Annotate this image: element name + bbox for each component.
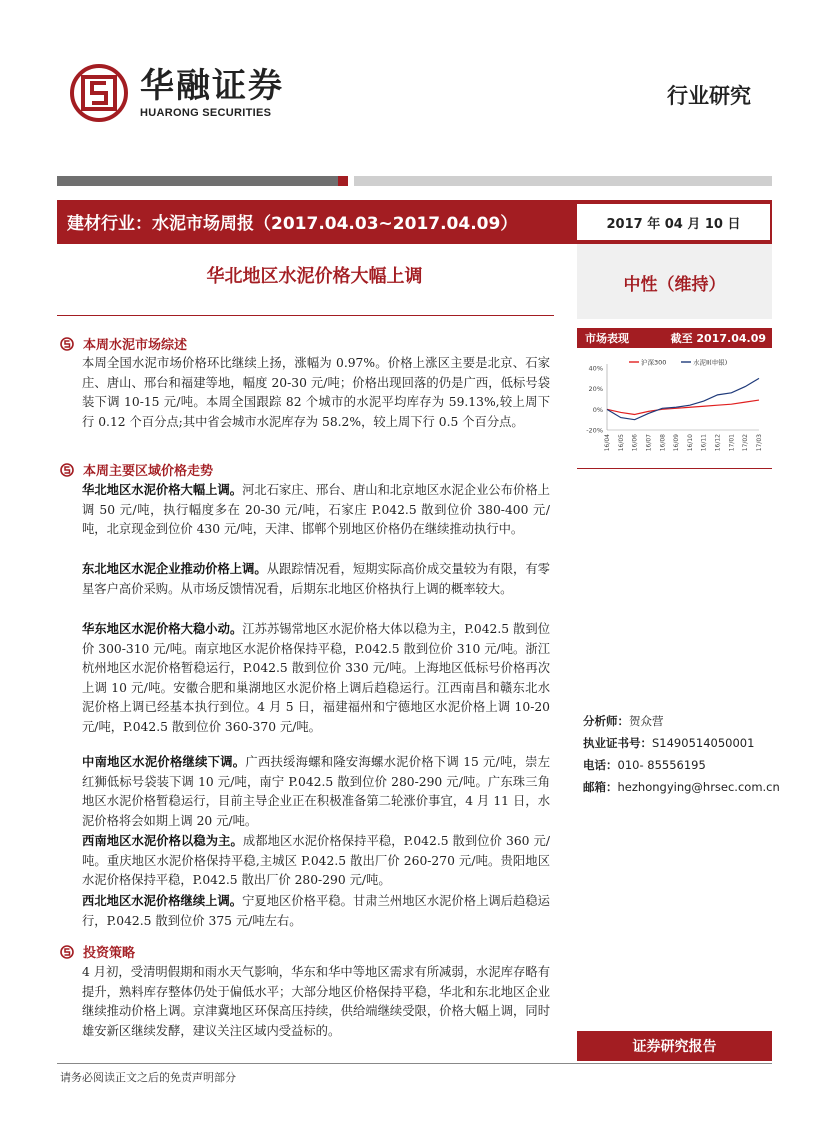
company-logo xyxy=(70,64,284,122)
brand-name-en: HUARONG SECURITIES xyxy=(140,107,272,119)
x-tick-label: 17/02 xyxy=(742,434,750,452)
header-bar-light xyxy=(354,176,772,186)
brand-name-cn: 华融证券 xyxy=(140,66,284,106)
x-tick-label: 16/11 xyxy=(700,434,708,452)
report-title: 建材行业：水泥市场周报（2017.04.03~2017.04.09） xyxy=(67,214,518,234)
report-date: 2017 年 04 月 10 日 xyxy=(577,204,770,240)
section-heading: 本周主要区域价格走势 xyxy=(60,460,213,479)
section-bullet-icon xyxy=(60,945,74,959)
y-tick-label: 40% xyxy=(588,364,603,373)
disclaimer-note: 请务必阅读正文之后的免责声明部分 xyxy=(60,1071,236,1084)
paragraph: 本周全国水泥市场价格环比继续上扬，涨幅为 0.97%。价格上涨区主要是北京、石家庄、唐山、邢台和福建等地，幅度 20-30 元/吨；价格出现回落的仍是广西，低标号袋装下调 10-15 元/吨。本周全国跟踪 82 个城市的水泥平均库存为 59.13%,较上周下行 0.12 个百分点;其中省会城市水泥库存为 58.2%，较上周下行 0.5 个百分点。 xyxy=(82,356,550,429)
analyst-phone: 电话：010- 85556195 xyxy=(583,758,706,772)
paragraph: 西北地区水泥价格继续上调。宁夏地区价格平稳。甘肃兰州地区水泥价格上调后趋稳运行，P.042.5 散到位价 375 元/吨左右。 xyxy=(82,894,550,928)
paragraph: 4 月初，受清明假期和雨水天气影响，华东和华中等地区需求有所减弱，水泥库存略有提升，熟料库存整体仍处于偏低水平；大部分地区价格保持平稳，华北和东北地区企业继续推动价格上调。京津冀地区环保高压持续，供给端继续受限，价格大幅上调，同时雄安新区继续发酵，建议关注区域内受益标的。 xyxy=(82,965,550,1038)
x-tick-label: 16/06 xyxy=(631,434,639,452)
x-tick-label: 16/07 xyxy=(645,434,653,452)
x-tick-label: 16/05 xyxy=(617,434,625,452)
y-tick-label: -20% xyxy=(586,426,603,435)
x-tick-label: 16/04 xyxy=(604,434,611,452)
market-performance-chart xyxy=(577,354,772,466)
analyst-email: 邮箱：hezhongying@hrsec.com.cn xyxy=(583,780,780,794)
rating-label: 中性（维持） xyxy=(623,275,726,295)
x-tick-label: 16/10 xyxy=(686,434,694,452)
legend-label: 沪深300 xyxy=(641,358,667,367)
x-tick-label: 16/09 xyxy=(673,434,681,452)
chart-divider xyxy=(577,468,772,469)
section-bullet-icon xyxy=(60,337,74,351)
x-tick-label: 16/08 xyxy=(659,434,667,452)
header-bar-accent xyxy=(338,176,348,186)
legend-label: 水泥Ⅱ(申银) xyxy=(693,358,728,367)
paragraph: 西南地区水泥价格以稳为主。成都地区水泥价格保持平稳，P.042.5 散到位价 360 元/吨。重庆地区水泥价格保持平稳,主城区 P.042.5 散出厂价 260-270 元/吨。贵阳地区水泥价格保持平稳，P.042.5 散出厂价 280-290 元/吨。 xyxy=(82,834,550,887)
section-divider xyxy=(57,315,554,316)
series-line xyxy=(607,400,759,414)
y-tick-label: 20% xyxy=(588,385,603,394)
document-type: 行业研究 xyxy=(667,84,751,108)
paragraph: 华东地区水泥价格大稳小动。江苏苏锡常地区水泥价格大体以稳为主，P.042.5 散到位价 300-310 元/吨。南京地区水泥价格保持平稳，P.042.5 散到位价 310 元/吨。浙江杭州地区水泥价格暂稳运行，P.042.5 散到位价 330 元/吨。上海地区低标号价格再次上调 10 元/吨。安徽合肥和巢湖地区水泥价格上调后趋稳运行。江西南昌和赣东北水泥价格上调已经基本执行到位。4 月 5 日，福建福州和宁德地区水泥价格上调 10-20 元/吨，P.042.5 散到位价 360-370 元/吨。 xyxy=(82,622,550,734)
section-bullet-icon xyxy=(60,463,74,477)
footer-divider xyxy=(57,1063,772,1064)
x-tick-label: 17/03 xyxy=(756,434,763,452)
x-tick-label: 16/12 xyxy=(714,434,722,452)
huarong-logo-icon xyxy=(70,64,128,122)
paragraph: 华北地区水泥价格大幅上调。河北石家庄、邢台、唐山和北京地区水泥企业公布价格上调 50 元/吨，执行幅度多在 20-30 元/吨，石家庄 P.042.5 散到位价 380-400 元/吨，北京现金到位价 430 元/吨，天津、邯郸个别地区价格仍在继续推动执行中。 xyxy=(82,483,550,536)
header-bar-dark xyxy=(57,176,338,186)
analyst-certificate: 执业证书号：S1490514050001 xyxy=(583,736,755,750)
paragraph: 东北地区水泥企业推动价格上调。从跟踪情况看，短期实际高价成交量较为有限，有零星客户高价采购。从市场反馈情况看，后期东北地区价格执行上调的概率较大。 xyxy=(82,562,550,596)
x-tick-label: 17/01 xyxy=(728,434,736,452)
section-heading: 本周水泥市场综述 xyxy=(60,334,187,353)
analyst-name: 分析师：贺众营 xyxy=(583,714,664,728)
report-type-label: 证券研究报告 xyxy=(577,1031,772,1061)
section-heading: 投资策略 xyxy=(60,942,135,961)
report-headline: 华北地区水泥价格大幅上调 xyxy=(206,266,423,287)
y-tick-label: 0% xyxy=(592,405,603,414)
paragraph: 中南地区水泥价格继续下调。广西扶绥海螺和隆安海螺水泥价格下调 15 元/吨，崇左红狮低标号袋装下调 10 元/吨，南宁 P.042.5 散到位价 280-290 元/吨。广东珠三角地区水泥价格暂稳运行，目前主导企业正在积极准备第二轮涨价事宜，4 月 11 日，水泥价格将会如期上调 20 元/吨。 xyxy=(82,755,550,828)
market-performance-header: 市场表现 截至 2017.04.09 xyxy=(577,328,772,348)
